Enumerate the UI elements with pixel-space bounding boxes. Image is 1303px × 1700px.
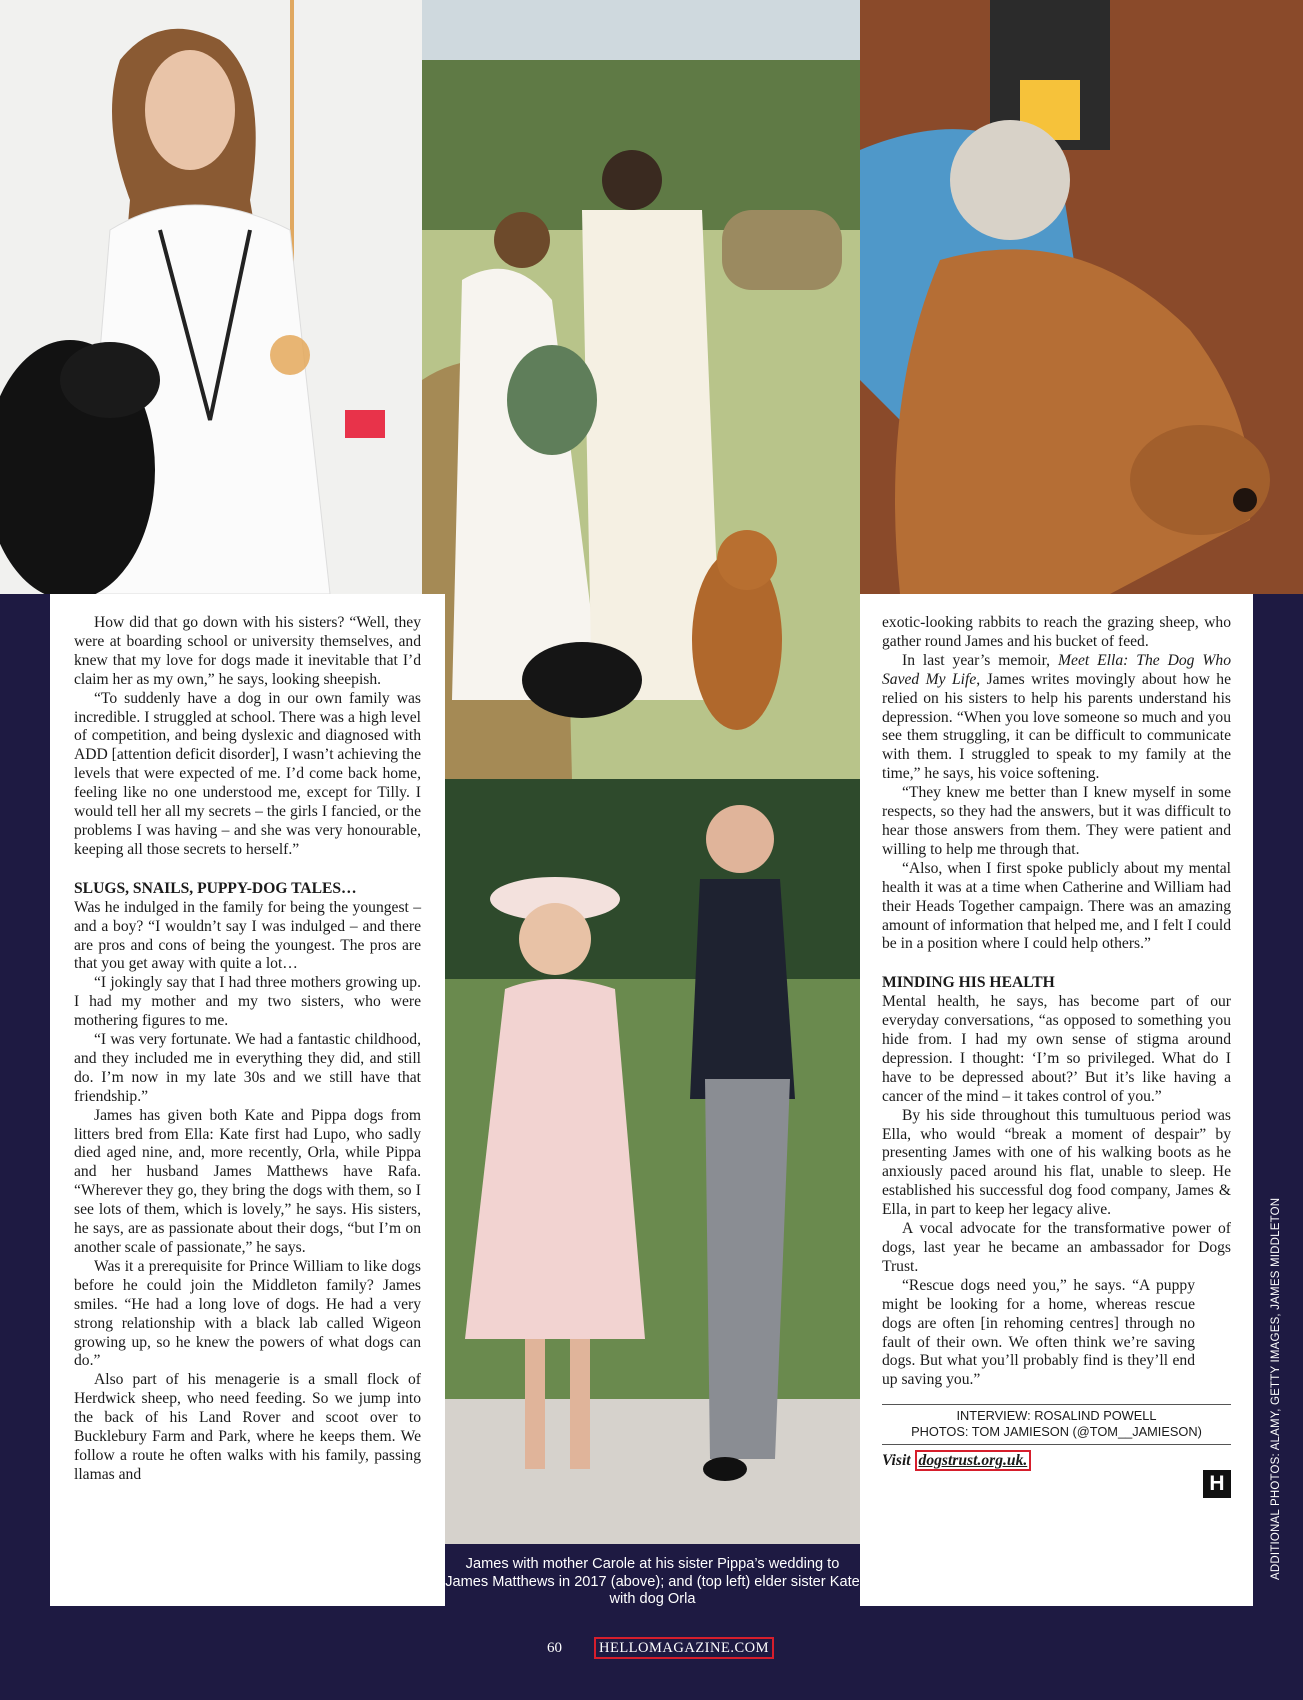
body-paragraph-memoir — [882, 652, 1231, 784]
body-paragraph: “I jokingly say that I had three mothers growing up. I had my mother and my two sisters, who were mothering figures to me. — [74, 974, 421, 1030]
dogstrust-link[interactable]: dogstrust.org.uk. — [915, 1450, 1032, 1471]
body-paragraph: Was it a prerequisite for Prince William to like dogs before he could join the Middleton family? James smiles. “He had a long love of dogs. He had a very strong relationship with a black lab called Wigeon growing up, so he knew the powers of what dogs can do.” — [74, 1257, 421, 1370]
body-paragraph: exotic-looking rabbits to reach the grazing sheep, who gather round James and his bucket of feed. — [882, 614, 1231, 650]
photo-dog-resting — [860, 0, 1303, 594]
side-photo-credit: ADDITIONAL PHOTOS: ALAMY, GETTY IMAGES, JAMES MIDDLETON — [1270, 1197, 1282, 1580]
memoir-text-after: , James writes movingly about how he relied on his sisters to help his parents understand his depression. “When you love someone so much and you see them struggling, it can be difficult to communicate with them. I struggled to speak to my family at the time,” he says, his voice softening. — [882, 670, 1231, 783]
hello-end-mark-icon: H — [1203, 1470, 1231, 1498]
body-paragraph: “I was very fortunate. We had a fantastic childhood, and they included me in everything they did, and still do. I’m now in my late 30s and we still have that friendship.” — [74, 1031, 421, 1105]
photo-kate-with-dog — [0, 0, 422, 594]
photo-caption: James with mother Carole at his sister Pippa’s wedding to James Matthews in 2017 (above); and (top left) elder sister Kate with dog Orla — [445, 1556, 860, 1607]
photo-james-with-mother — [445, 779, 860, 1544]
body-paragraph: By his side throughout this tumultuous period was Ella, who would “break a moment of despair” by presenting James with one of his walking boots as he anxiously paced around his flat, unable to sleep. He established his successful dog food company, James & Ella, in part to keep her legacy alive. — [882, 1106, 1231, 1219]
interview-credit: INTERVIEW: ROSALIND POWELL — [956, 1408, 1157, 1424]
site-link[interactable]: HELLOMAGAZINE.COM — [594, 1637, 774, 1659]
body-paragraph: “To suddenly have a dog in our own family was incredible. I struggled at school. There was a high level of competition, and being dyslexic and diagnosed with ADD [attention deficit disorder], I wasn’t achieving the levels that were expected of me. I’d come back home, feeling like no one understood me, except for Tilly. I would tell her all my secrets – the girls I fancied, or the problems I was having – and she was very honourable, keeping all those secrets to herself.” — [74, 689, 421, 858]
credits-box — [882, 1404, 1231, 1445]
body-paragraph: A vocal advocate for the transformative power of dogs, last year he became an ambassador for Dogs Trust. — [882, 1220, 1231, 1275]
visit-line — [882, 1452, 1231, 1471]
subhead-slugs-snails: SLUGS, SNAILS, PUPPY-DOG TALES… — [74, 879, 357, 897]
body-paragraph: Was he indulged in the family for being the youngest – and a boy? “I wouldn’t say I was indulged – and there are pros and cons of being the youngest. The pros are that you get away with quite a lot… — [74, 898, 421, 973]
memoir-text-before: In last year’s memoir, — [902, 651, 1059, 669]
body-paragraph: How did that go down with his sisters? “Well, they were at boarding school or university themselves, and knew that my love for dogs made it inevitable that I’d claim her as my own,” he says, looking sheepish. — [74, 614, 421, 688]
photo-credit: PHOTOS: TOM JAMIESON (@TOM__JAMIESON) — [911, 1424, 1202, 1440]
body-paragraph: James has given both Kate and Pippa dogs from litters bred from Ella: Kate first had Lupo, who sadly died aged nine, and, more recently, Orla, while Pippa and her husband James Matthews have Rafa. “Wherever they go, they bring the dogs with them, so I see lots of them, which is lovely,” he says. His sisters, he says, are as passionate about their dogs, “but I’m on another scale of passionate,” he says. — [74, 1106, 421, 1256]
visit-label: Visit — [882, 1452, 911, 1470]
body-paragraph: “Rescue dogs need you,” he says. “A puppy might be looking for a home, whereas rescue dogs are often [in rehoming centres] through no fault of their own. We often think we’re saving dogs. But what you’ll probably find is they’ll end up saving you.” — [882, 1276, 1195, 1389]
body-paragraph: “Also, when I first spoke publicly about my mental health it was at a time when Catherine and William had their Heads Together campaign. There was an amazing amount of information that helped me, and I felt I could be in a position where I could help others.” — [882, 859, 1231, 953]
body-paragraph: Mental health, he says, has become part of our everyday conversations, “as opposed to something you hide from. I had my own sense of stigma around depression. I thought: ‘I’m so privileged. What do I have to be depressed about?’ But it’s like having a cancer of the mind – it takes control of you.” — [882, 993, 1231, 1105]
body-paragraph: Also part of his menagerie is a small flock of Herdwick sheep, who need feeding. So we jump into the back of his Land Rover and scoot over to Bucklebury Farm and Park, where he keeps them. We follow a route he often walks with his family, passing llamas and — [74, 1371, 421, 1483]
page-number: 60 — [547, 1640, 562, 1656]
subhead-minding-health: MINDING HIS HEALTH — [882, 974, 1055, 992]
article-column-right — [860, 594, 1253, 1606]
photo-wedding-kiss — [422, 0, 860, 779]
memoir-title: Meet Ella: The Dog Who Saved My Life — [882, 651, 1231, 688]
body-paragraph: “They knew me better than I knew myself in some respects, so they had the answers, but it was difficult to hear those answers from them. They were patient and willing to help me through that. — [882, 784, 1231, 858]
article-column-left — [50, 594, 445, 1606]
